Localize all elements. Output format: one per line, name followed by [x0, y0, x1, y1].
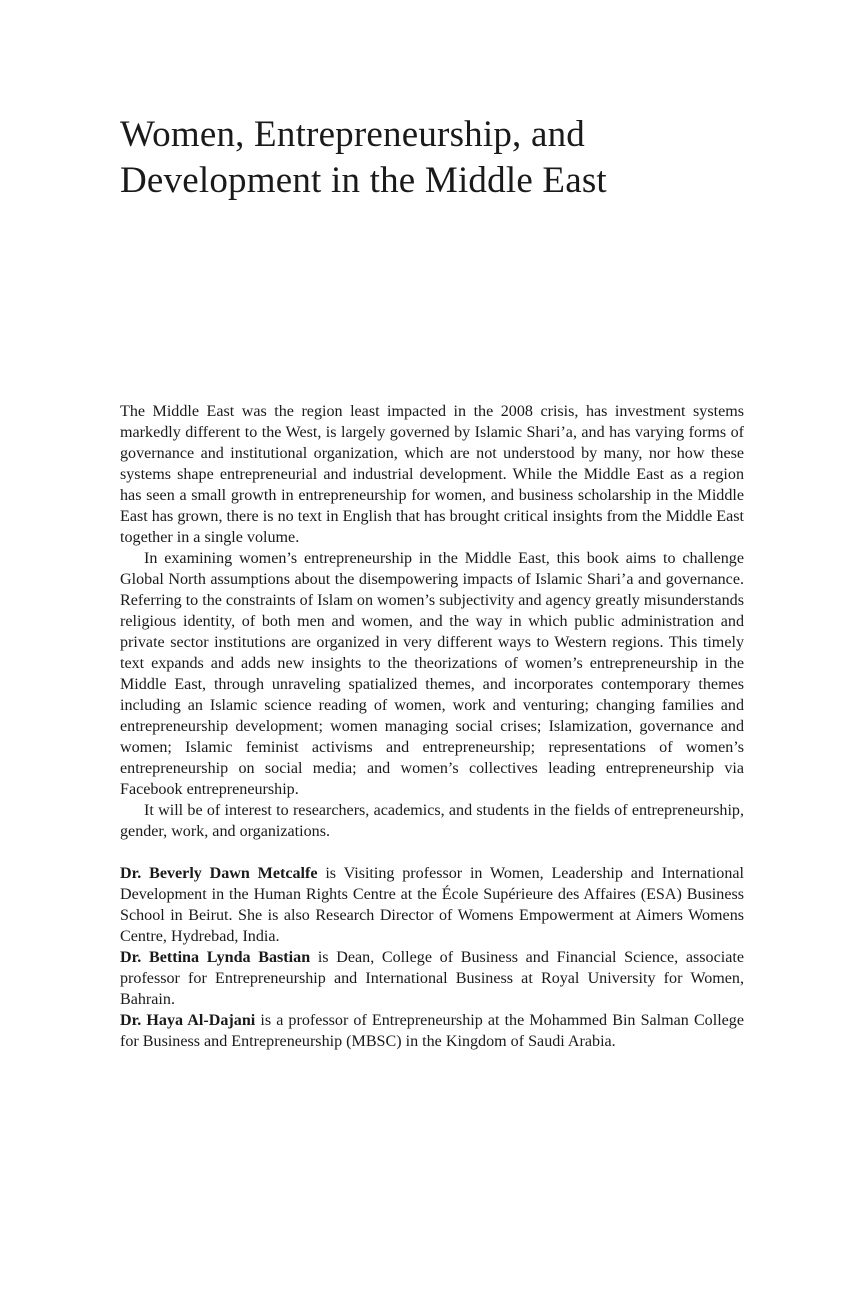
book-description [120, 401, 744, 1052]
author-bios [120, 863, 744, 1052]
description-paragraph: The Middle East was the region least impacted in the 2008 crisis, has investment systems markedly different to the West, is largely governed by Islamic Shari’a, and has varying forms of governance and institutional organization, which are not understood by many, nor how these systems shape entrepreneurial and industrial development. While the Middle East as a region has seen a small growth in entrepreneurship for women, and business scholarship in the Middle East has grown, there is no text in English that has brought critical insights from the Middle East together in a single volume. [120, 403, 744, 546]
author-name: Dr. Bettina Lynda Bastian [120, 949, 311, 966]
book-title [120, 112, 760, 204]
author-name: Dr. Beverly Dawn Metcalfe [120, 865, 318, 882]
author-bio-text: is a professor of Entrepreneurship at the Mohammed Bin Salman College for Business and Entrepreneurship (MBSC) in the Kingdom of Saudi Arabia. [120, 1012, 744, 1050]
author-bio [120, 863, 744, 947]
author-bio [120, 947, 744, 1010]
description-paragraph: It will be of interest to researchers, academics, and students in the fields of entrepreneurship, gender, work, and organizations. [120, 802, 744, 840]
author-bio-text: is Dean, College of Business and Financial Science, associate professor for Entrepreneurship and International Business at Royal University for Women, Bahrain. [120, 949, 744, 1008]
book-title-line-1: Women, Entrepreneurship, and [120, 114, 585, 155]
author-bio-text: is Visiting professor in Women, Leadership and International Development in the Human Rights Centre at the École Supérieure des Affaires (ESA) Business School in Beirut. She is also Research Director of Womens Empowerment at Aimers Womens Centre, Hydrebad, India. [120, 865, 744, 945]
book-title-line-2: Development in the Middle East [120, 160, 607, 201]
author-bio [120, 1010, 744, 1052]
description-paragraph: In examining women’s entrepreneurship in the Middle East, this book aims to challenge Global North assumptions about the disempowering impacts of Islamic Shari’a and governance. Referring to the constraints of Islam on women’s subjectivity and agency greatly misunderstands religious identity, of both men and women, and the way in which public administration and private sector institutions are organized in very different ways to Western regions. This timely text expands and adds new insights to the theorizations of women’s entrepreneurship in the Middle East, through unraveling spatialized themes, and incorporates contemporary themes including an Islamic science reading of women, work and venturing; changing families and entrepreneurship development; women managing social crises; Islamization, governance and women; Islamic feminist activisms and entrepreneurship; representations of women’s entrepreneurship on social media; and women’s collectives leading entrepreneurship via Facebook entrepreneurship. [120, 550, 744, 798]
author-name: Dr. Haya Al-Dajani [120, 1012, 256, 1029]
